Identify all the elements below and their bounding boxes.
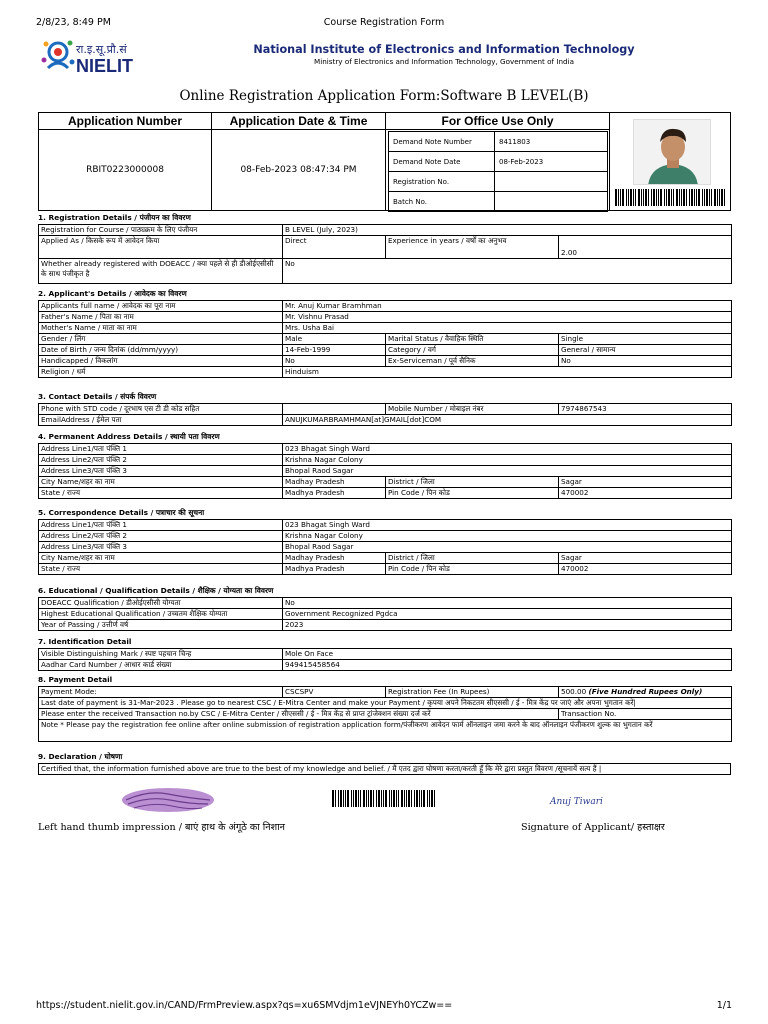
payment-details-table [38,686,732,742]
print-datetime: 2/8/23, 8:49 PM [36,17,111,28]
thumb-impression-label: Left hand thumb impression / बाएं हाथ के अंगूठे का निशान [38,822,285,833]
print-page-number: 1/1 [716,1000,732,1011]
declaration-barcode [332,790,438,807]
application-summary-box [38,112,731,211]
table-row: Year of Passing / उत्तीर्ण वर्ष 2023 [39,620,732,631]
payment-last-date-note: Last date of payment is 31-Mar-2023 . Please go to nearest CSC / E-Mitra Center and make your Payment / कृपया अपने निकटतम सीएससी / ई - मित्र केंद्र पर जाएं और अपना भुगतान करें| [39,698,732,709]
applicant-photo [633,119,711,185]
contact-details-table [38,403,732,426]
table-row: Address Line3/पता पंक्ति 3 Bhopal Raod Sagar [39,542,732,553]
section-title-registration: 1. Registration Details / पंजीयन का विवरण [38,213,191,222]
table-row: Registration No. [389,172,608,192]
applicant-details-table [38,300,732,378]
table-row: Address Line1/पता पंक्ति 1 023 Bhagat Singh Ward [39,444,732,455]
table-row [39,709,732,720]
app-date-column [212,113,386,210]
table-row [39,720,732,742]
education-details-table [38,597,732,631]
table-row: DOEACC Qualification / डीओईएसीसी योग्यता No [39,598,732,609]
nielit-logo [38,36,156,80]
print-url: https://student.nielit.gov.in/CAND/FrmPreview.aspx?qs=xu6SMVdjm1eVJNEYh0YCZw== [36,1000,453,1011]
table-row: Batch No. [389,192,608,212]
section-title-contact: 3. Contact Details / संपर्क विवरण [38,392,157,401]
app-number-value: RBIT0223000008 [86,165,164,175]
table-row [39,698,732,709]
table-row: Whether already registered with DOEACC / क्या पहले से ही डीओईएसीसी के साथ पंजीकृत है No [39,259,732,284]
thumb-impression [118,786,218,814]
svg-text:Anuj Tiwari: Anuj Tiwari [550,797,603,807]
signature-label: Signature of Applicant/ हस्ताक्षर [521,822,665,833]
transaction-number-label: Transaction No. [559,709,732,720]
table-row: Mother's Name / माता का नाम Mrs. Usha Bai [39,323,732,334]
print-title: Course Registration Form [323,17,445,28]
table-row: Handicapped / विकलांग No Ex-Serviceman / पूर्व सैनिक No [39,356,732,367]
section-title-declaration: 9. Declaration / घोषणा [38,752,123,761]
table-row: Applicants full name / आवेदक का पूरा नाम Mr. Anuj Kumar Bramhman [39,301,732,312]
table-row: State / राज्य Madhya Pradesh Pin Code / पिन कोड 470002 [39,564,732,575]
table-row: Visible Distinguishing Mark / स्पष्ट पहचान चिन्ह Mole On Face [39,649,732,660]
app-date-value: 08-Feb-2023 08:47:34 PM [240,165,357,175]
section-title-permanent-address: 4. Permanent Address Details / स्थायी पता विवरण [38,432,220,441]
table-row: City Name/शहर का नाम Madhay Pradesh District / जिला Sagar [39,553,732,564]
org-name: National Institute of Electronics and Information Technology [253,43,635,56]
table-row: Registration for Course / पाठ्यक्रम के लिए पंजीयन B LEVEL (July, 2023) [39,225,732,236]
section-title-identification: 7. Identification Detail [38,637,132,646]
table-row: City Name/शहर का नाम Madhay Pradesh District / जिला Sagar [39,477,732,488]
correspondence-address-table [38,519,732,575]
table-row [39,764,731,775]
applicant-signature [548,792,628,808]
app-number-column [39,113,212,210]
print-footer [36,1000,732,1012]
table-row: Phone with STD code / दूरभाष एस टी डी कोड सहित Mobile Number / मोबाइल नंबर 7974867543 [39,404,732,415]
declaration-table [38,763,731,775]
office-use-table [388,131,608,212]
registration-details-table [38,224,732,284]
app-date-heading: Application Date & Time [212,113,385,130]
table-row: Address Line2/पता पंक्ति 2 Krishna Nagar Colony [39,455,732,466]
table-row: Gender / लिंग Male Marital Status / वैवाहिक स्थिति Single [39,334,732,345]
table-row: Religion / धर्म Hinduism [39,367,732,378]
table-row: Demand Note Date 08-Feb-2023 [389,152,608,172]
payment-note: Note * Please pay the registration fee online after online submission of registration application form/पंजीकरण आवेदन फार्म ऑनलाइन जमा करने के बाद ऑनलाइन पंजीकरण शुल्क का भुगतान करें [39,720,732,742]
svg-text:रा.इ.सू.प्रौ.सं: रा.इ.सू.प्रौ.सं [76,43,127,56]
identification-table [38,648,732,671]
table-row: Payment Mode: CSCSPV Registration Fee (In Rupees) 500.00 (Five Hundred Rupees Only) [39,687,732,698]
table-row: Highest Educational Qualification / उच्चतम शैक्षिक योग्यता Government Recognized Pgdca [39,609,732,620]
table-row: Address Line1/पता पंक्ति 1 023 Bhagat Singh Ward [39,520,732,531]
section-title-payment: 8. Payment Detail [38,675,113,684]
application-barcode [615,189,727,206]
declaration-text: Certified that, the information furnished above are true to the best of my knowledge and belief. / मैं एतद द्वारा घोषणा करता/करती हूँ कि मेरे द्वारा प्रस्तुत विवरण /सूचनायें सत्य हैं | [39,764,731,775]
form-title: Online Registration Application Form:Software B LEVEL(B) [179,88,589,104]
fee-amount: 500.00 [561,687,587,696]
table-row: Address Line3/पता पंक्ति 3 Bhopal Raod Sagar [39,466,732,477]
office-use-heading: For Office Use Only [386,113,609,130]
table-row: Address Line2/पता पंक्ति 2 Krishna Nagar Colony [39,531,732,542]
print-header [36,17,732,29]
table-row: Father's Name / पिता का नाम Mr. Vishnu Prasad [39,312,732,323]
permanent-address-table [38,443,732,499]
section-title-education: 6. Educational / Qualification Details / शैक्षिक / योग्यता का विवरण [38,586,274,595]
app-number-heading: Application Number [39,113,211,130]
section-title-correspondence: 5. Correspondence Details / पत्राचार की सूचना [38,508,205,517]
table-row: State / राज्य Madhya Pradesh Pin Code / पिन कोड 470002 [39,488,732,499]
table-row: EmailAddress / ईमेल पता ANUJKUMARBRAMHMAN[at]GMAIL[dot]COM [39,415,732,426]
table-row: Applied As / किसके रूप में आवेदन किया Direct Experience in years / वर्षों का अनुभव 2.00 [39,236,732,259]
section-title-applicant: 2. Applicant's Details / आवेदक का विवरण [38,289,187,298]
org-subtitle: Ministry of Electronics and Information Technology, Government of India [314,57,574,66]
transaction-instruction: Please enter the received Transaction no.by CSC / E-Mitra Center / सीएससी / ई - मित्र केंद्र से प्राप्त ट्रांजेक्शन संख्या दर्ज करें [39,709,559,720]
table-row: Aadhar Card Number / आधार कार्ड संख्या 949415458564 [39,660,732,671]
table-row: Demand Note Number 8411803 [389,132,608,152]
table-row: Date of Birth / जन्म दिनांक (dd/mm/yyyy) 14-Feb-1999 Category / वर्ग General / सामान्य [39,345,732,356]
svg-text:NIELIT: NIELIT [76,56,133,76]
fee-in-words: (Five Hundred Rupees Only) [588,687,703,696]
